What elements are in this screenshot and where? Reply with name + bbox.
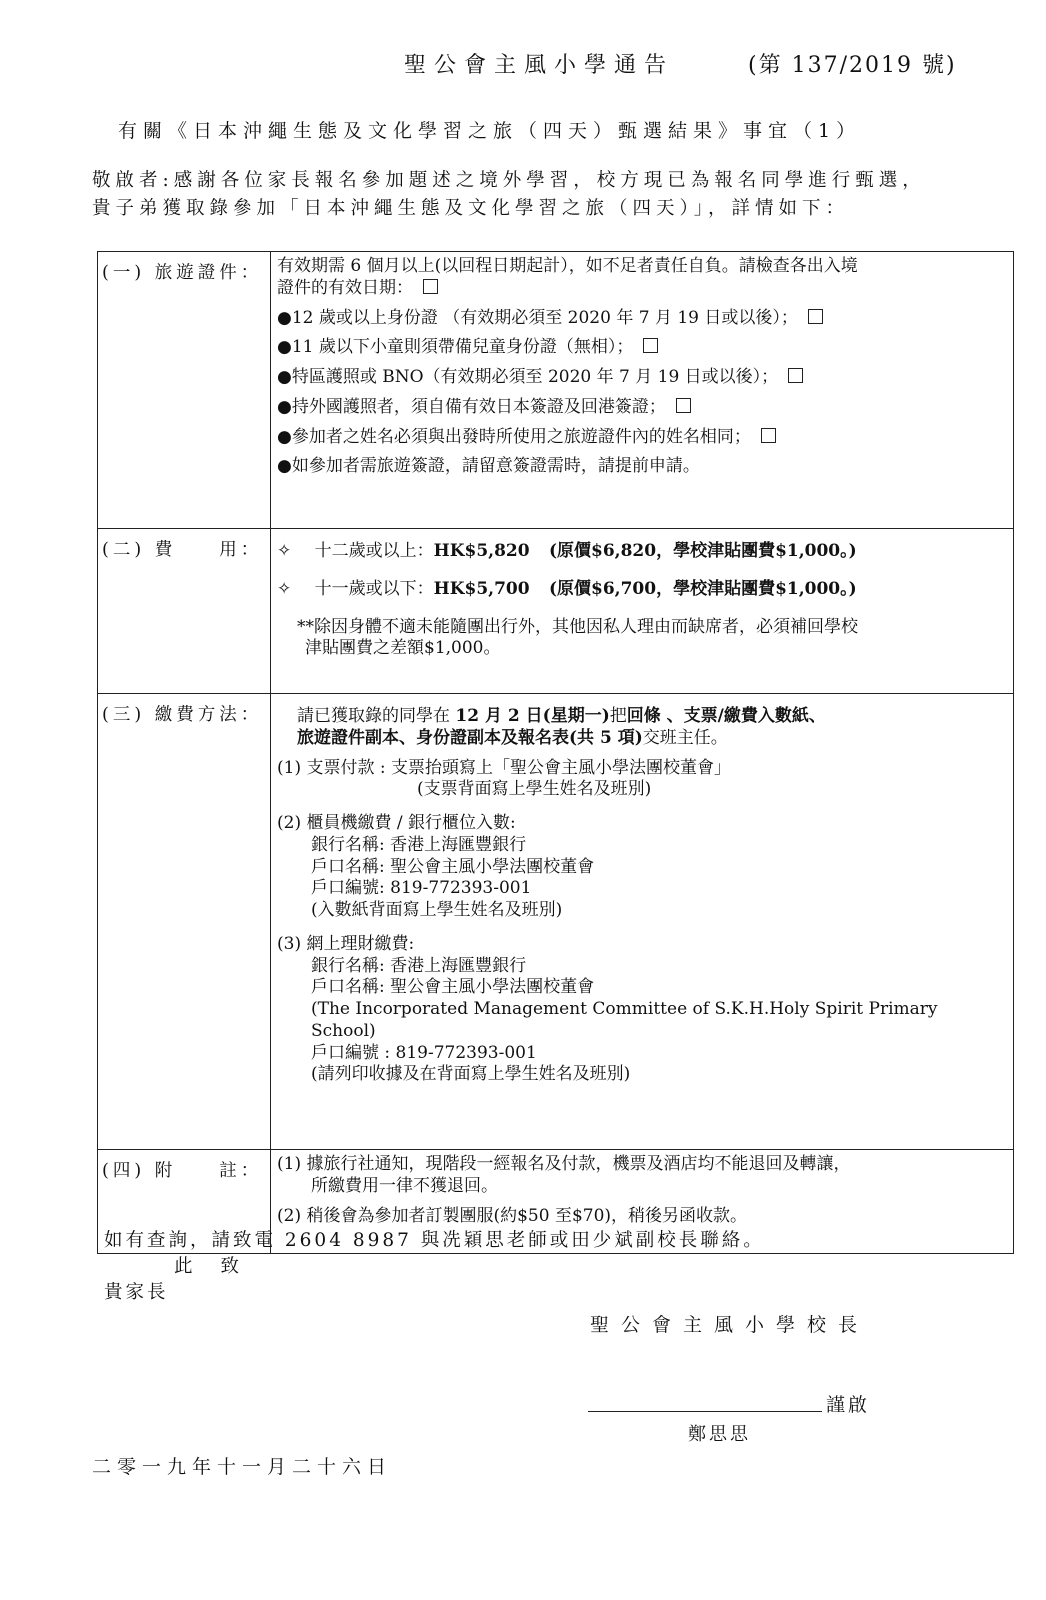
travel-docs-row xyxy=(98,252,1014,529)
signature-line xyxy=(588,1411,822,1412)
details-table xyxy=(97,251,1014,1254)
online-detail: (The Incorporated Management Committee of S.K.H.Holy Spirit Primary School) xyxy=(311,999,938,1041)
travel-docs-item: ●特區護照或 BNO（有效期必須至 2020 年 7 月 19 日或以後）； xyxy=(277,367,1005,389)
checkbox[interactable] xyxy=(643,338,658,353)
travel-docs-content xyxy=(271,252,1014,529)
signoff: 謹啟 xyxy=(826,1394,871,1416)
atm-detail: 銀行名稱: 香港上海匯豐銀行 xyxy=(311,834,527,855)
payment-intro: 旅遊證件副本、身份證副本及報名表(共 5 項)交班主任。 xyxy=(297,727,728,748)
remark-line: 所繳費用一律不獲退回。 xyxy=(311,1175,498,1196)
checkbox[interactable] xyxy=(788,368,803,383)
remarks-label: (四) 附 註： xyxy=(98,1150,271,1254)
atm-detail: 戶口名稱: 聖公會主風小學法團校董會 xyxy=(311,856,595,877)
online-detail: (請列印收據及在背面寫上學生姓名及班別) xyxy=(311,1064,631,1085)
diamond-bullet-icon: ✧ xyxy=(277,541,292,561)
signer-name: 鄭思思 xyxy=(688,1424,751,1445)
notice-subject: 有關《日本沖繩生態及文化學習之旅（四天）甄選結果》事宜（1） xyxy=(118,120,862,142)
travel-docs-item: ●如參加者需旅遊簽證，請留意簽證需時，請提前申請。 xyxy=(277,456,700,477)
atm-detail: (入數紙背面寫上學生姓名及班別) xyxy=(311,900,563,920)
checkbox[interactable] xyxy=(761,428,776,443)
remark-line: (2) 稍後會為參加者訂製團服(約$50 至$70)，稍後另函收款。 xyxy=(277,1205,748,1226)
fee-item: ✧ 十一歲或以下：HK$5,700 (原價$6,700，學校津貼團費$1,000。) xyxy=(277,578,857,599)
diamond-bullet-icon: ✧ xyxy=(277,578,292,599)
checkbox[interactable] xyxy=(676,398,691,413)
online-method: (3) 網上理財繳費: xyxy=(277,933,415,954)
intro-line-1: 敬啟者:感謝各位家長報名參加題述之境外學習，校方現已為報名同學進行甄選， xyxy=(92,170,926,191)
travel-docs-item: ●11 歲以下小童則須帶備兒童身份證（無相）； xyxy=(277,337,1005,359)
online-detail: 銀行名稱: 香港上海匯豐銀行 xyxy=(311,955,527,976)
travel-docs-item: ●持外國護照者，須自備有效日本簽證及回港簽證； xyxy=(277,397,1005,419)
fee-item: ✧ 十二歲或以上：HK$5,820 (原價$6,820，學校津貼團費$1,000。) xyxy=(277,541,857,561)
intro-line-2: 貴子弟獲取錄參加「日本沖繩生態及文化學習之旅（四天）」，詳情如下： xyxy=(92,198,850,219)
recipient: 貴家長 xyxy=(104,1282,169,1303)
fee-remark: 津貼團費之差額$1,000。 xyxy=(305,638,501,659)
notice-date: 二零一九年十一月二十六日 xyxy=(92,1456,393,1478)
payment-content xyxy=(271,694,1014,1150)
checkbox[interactable] xyxy=(423,279,438,294)
fees-content xyxy=(271,529,1014,694)
fee-remark: **除因身體不適未能隨團出行外，其他因私人理由而缺席者，必須補回學校 xyxy=(297,616,858,637)
fees-label: (二) 費 用： xyxy=(98,529,271,694)
online-detail: 戶口編號 : 819-772393-001 xyxy=(311,1042,537,1063)
cheque-method: (1) 支票付款 : 支票抬頭寫上「聖公會主風小學法團校董會」 xyxy=(277,757,732,778)
travel-docs-line: 證件的有效日期： xyxy=(277,278,1005,300)
fees-row xyxy=(98,529,1014,694)
remark-line: (1) 據旅行社通知，現階段一經報名及付款，機票及酒店均不能退回及轉讓， xyxy=(277,1154,851,1174)
principal-title: 聖公會主風小學校長 xyxy=(590,1314,870,1336)
travel-docs-line: 有效期需 6 個月以上(以回程日期起計），如不足者責任自負。請檢查各出入境 xyxy=(277,256,858,276)
cheque-note: (支票背面寫上學生姓名及班別) xyxy=(417,779,652,800)
online-detail: 戶口名稱: 聖公會主風小學法團校董會 xyxy=(311,977,595,998)
contact-info: 如有查詢，請致電 2604 8987 與冼穎思老師或田少斌副校長聯絡。 xyxy=(104,1230,765,1251)
notice-number: (第 137/2019 號) xyxy=(748,53,957,78)
closing-salutation: 此致 xyxy=(174,1256,268,1277)
payment-row xyxy=(98,694,1014,1150)
travel-docs-item: ●12 歲或以上身份證 （有效期必須至 2020 年 7 月 19 日或以後）； xyxy=(277,308,1005,330)
notice-title: 聖公會主風小學通告 xyxy=(404,53,675,78)
checkbox[interactable] xyxy=(808,309,823,324)
travel-docs-label: (一) 旅遊證件： xyxy=(98,252,271,529)
atm-method: (2) 櫃員機繳費 / 銀行櫃位入數: xyxy=(277,813,516,833)
travel-docs-item: ●參加者之姓名必須與出發時所使用之旅遊證件內的姓名相同； xyxy=(277,427,1005,449)
payment-intro: 請已獲取錄的同學在 12 月 2 日(星期一)把回條 、支票/繳費入數紙、 xyxy=(297,706,826,726)
atm-detail: 戶口編號: 819-772393-001 xyxy=(311,878,532,899)
payment-label: (三) 繳費方法： xyxy=(98,694,271,1150)
